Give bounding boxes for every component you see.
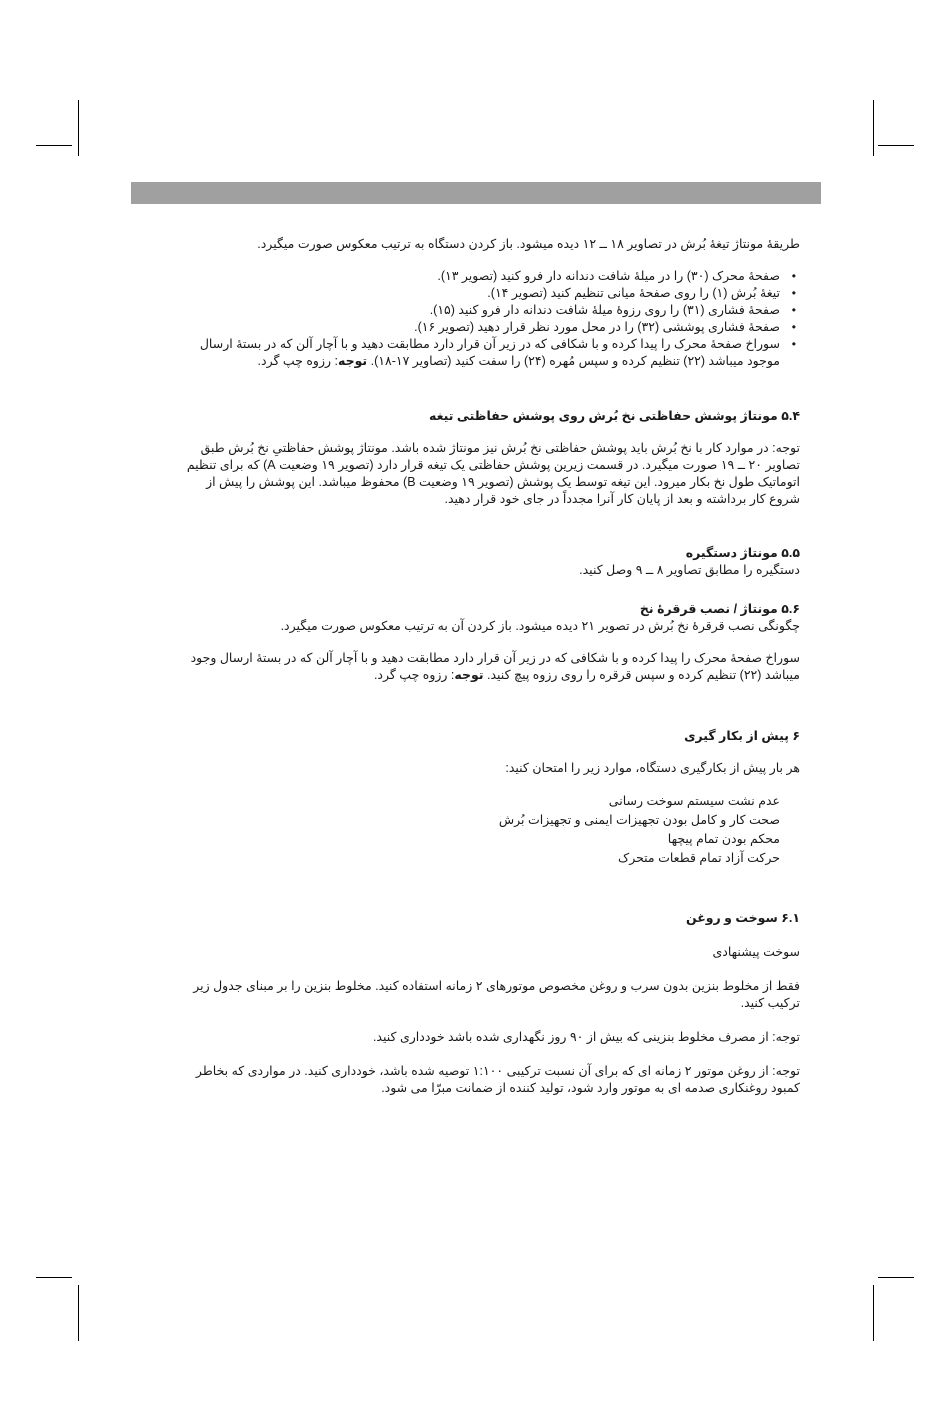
note-label: توجه: [338, 354, 368, 368]
list-item: [180, 336, 780, 370]
note-label: توجه: [454, 668, 484, 682]
list-item: عدم نشت سیستم سوخت رسانی: [608, 794, 780, 808]
crop-mark: [873, 100, 874, 156]
crop-mark: [78, 100, 79, 156]
section-body: توجه: در موارد کار با نخ بُرش باید پوشش حفاظتی نخ بُرش نیز مونتاژ شده باشد. مونتاژ پوشش حفاظتیِ نخ بُرش طبق تصاویر ۲۰ ــ ۱۹ صورت میگیرد. در قسمت زیرین پوشش حفاظتی یک تیغه قرار دارد (تصویر ۱۹ وضعیت A) که برای تنظیم اتوماتیک طول نخ بکار میرود. این تیغه توسط یک پوشش (تصویر ۱۹ وضعیت B) محفوظ میباشد. این پوشش را پیش از شروع کار برداشته و بعد از پایان کار آنرا مجدداً در جای خود قرار دهید.: [186, 441, 800, 506]
crop-mark: [878, 1277, 914, 1278]
crop-mark: [36, 145, 72, 146]
section-body: فقط از مخلوط بنزین بدون سرب و روغن مخصوص موتورهای ۲ زمانه استفاده کنید. مخلوط بنزین را بر مبنای جدول زیر ترکیب کنید.: [193, 979, 800, 1010]
section-body: هر بار پیش از بکارگیری دستگاه، موارد زیر را امتحان کنید:: [505, 761, 800, 775]
section-title: ۶.۱ سوخت و روغن: [685, 911, 800, 925]
section-title: ۵.۶ مونتاژ / نصب قرقرهٔ نخ: [639, 602, 800, 616]
header-bar: [131, 182, 821, 204]
intro-paragraph: طریقهٔ مونتاژ تیغهٔ بُرش در تصاویر ۱۸ ــ ۱۲ دیده میشود. باز کردن دستگاه به ترتیب معکوس صورت میگیرد.: [257, 237, 800, 251]
crop-mark: [878, 145, 914, 146]
section-body: [180, 650, 800, 684]
note-text: : رزوه چپ گرد.: [257, 354, 338, 368]
section-body: توجه: از مصرف مخلوط بنزینی که بیش از ۹۰ روز نگهداری شده باشد خودداری کنید.: [372, 1030, 800, 1044]
list-item: • صفحهٔ فشاری پوششی (۳۲) را در محل مورد نظر قرار دهید (تصویر ۱۶).: [180, 319, 780, 336]
list-item: محکم بودن تمام پیچها: [667, 832, 780, 846]
section-title: ۶ پیش از بکار گیری: [684, 729, 800, 743]
crop-mark: [873, 1285, 874, 1341]
list-item: حرکت آزاد تمام قطعات متحرک: [618, 851, 780, 865]
list-item: • صفحهٔ محرک (۳۰) را در میلهٔ شافت دندانه دار فرو کنید (تصویر ۱۳).: [180, 268, 780, 285]
assembly-steps-list: [180, 268, 800, 370]
page-content: [180, 236, 800, 1097]
list-item: صحت کار و کامل بودن تجهیزات ایمنی و تجهیزات بُرش: [498, 813, 780, 827]
section-body: توجه: از روغن موتور ۲ زمانه ای که برای آن نسبت ترکیبی ۱:۱۰۰ توصیه شده باشد، خودداری کنید. در مواردی که بخاطر کمبود روغنکاری صدمه ای به موتور وارد شود، تولید کننده از ضمانت مبرّا می شود.: [195, 1064, 800, 1095]
list-item: • تیغهٔ بُرش (۱) را روی صفحهٔ میانی تنظیم کنید (تصویر ۱۴).: [180, 285, 780, 302]
section-title: ۵.۴ مونتاژ پوشش حفاظتی نخ بُرش روی پوشش حفاظتی تیغه: [429, 409, 800, 423]
note-text: : رزوه چپ گرد.: [373, 668, 455, 682]
section-body: دستگیره را مطابق تصاویر ۸ ــ ۹ وصل کنید.: [579, 563, 800, 577]
section-title: ۵.۵ مونتاژ دستگیره: [685, 546, 800, 560]
section-subtitle: سوخت پیشنهادی: [712, 945, 800, 959]
crop-mark: [36, 1277, 72, 1278]
pre-use-checklist: [180, 792, 800, 868]
list-item: • صفحهٔ فشاری (۳۱) را روی رزوهٔ میلهٔ شافت دندانه دار فرو کنید (۱۵).: [180, 302, 780, 319]
list-item-text: سوراخ صفحهٔ محرک را پیدا کرده و با شکافی که در زیر آن قرار دارد مطابقت دهید و با آچار آلن که در بستهٔ ارسال موجود میباشد (۲۲) تنظیم کرده و سپس مُهره (۲۴) را سفت کنید (تصاویر ۱۷-۱۸).: [199, 337, 780, 368]
section-body: چگونگی نصب قرقرهٔ نخ بُرش در تصویر ۲۱ دیده میشود. باز کردن آن به ترتیب معکوس صورت میگیرد.: [280, 619, 800, 633]
section-body-text: سوراخ صفحهٔ محرک را پیدا کرده و با شکافی که در زیر آن قرار دارد مطابقت دهید و با آچار آلن که در بستهٔ ارسال وجود میباشد (۲۲) تنظیم کرده و سپس قرقره را روی رزوه پیچ کنید.: [190, 651, 800, 682]
crop-mark: [78, 1285, 79, 1341]
